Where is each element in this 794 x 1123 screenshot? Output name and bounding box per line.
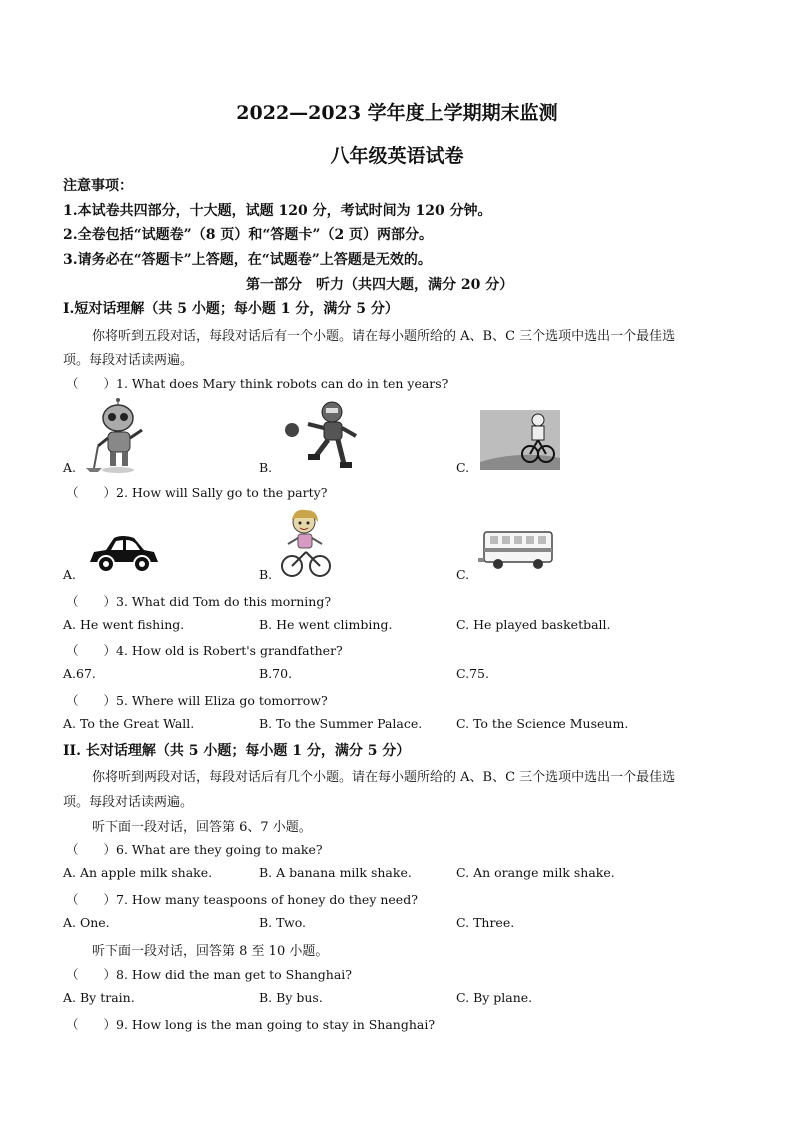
option-c: C. He played basketball. xyxy=(456,617,611,632)
option-c: C. An orange milk shake. xyxy=(456,865,615,880)
option-a-label: A. xyxy=(63,567,77,582)
question-8: （ ）8. How did the man get to Shanghai? xyxy=(66,967,352,982)
note-item: 1.本试卷共四部分，十大题，试题 120 分，考试时间为 120 分钟。 xyxy=(63,203,492,219)
notes-heading: 注意事项： xyxy=(63,178,133,194)
option-a: A. To the Great Wall. xyxy=(63,716,195,731)
question-3: （ ）3. What did Tom do this morning? xyxy=(66,594,332,609)
section2-instructions: 项。每段对话读两遍。 xyxy=(63,795,194,810)
option-a: A. One. xyxy=(63,915,110,930)
note-item: 2.全卷包括“试题卷”（8 页）和“答题卡”（2 页）两部分。 xyxy=(63,227,434,243)
question-5: （ ）5. Where will Eliza go tomorrow? xyxy=(66,693,328,708)
option-c-label: C. xyxy=(456,460,470,475)
option-a: A.67. xyxy=(63,666,96,681)
car-image xyxy=(86,530,160,576)
robot-riding-bike-image xyxy=(480,410,560,470)
question-1: （ ）1. What does Mary think robots can do in ten years? xyxy=(66,376,449,391)
section1-instructions: 项。每段对话读两遍。 xyxy=(63,353,194,368)
option-c: C.75. xyxy=(456,666,489,681)
section2-instructions: 你将听到两段对话，每段对话后有几个小题。请在每小题所给的 A、B、C 三个选项中选出一个最佳选 xyxy=(92,770,676,785)
option-b: B. He went climbing. xyxy=(259,617,393,632)
robot-playing-ball-image xyxy=(282,398,368,472)
bus-image xyxy=(478,528,554,572)
page-subtitle: 八年级英语试卷 xyxy=(330,145,464,167)
question-4: （ ）4. How old is Robert's grandfather? xyxy=(66,643,343,658)
option-a: A. An apple milk shake. xyxy=(63,865,213,880)
option-a: A. He went fishing. xyxy=(63,617,185,632)
robot-sweeping-image xyxy=(80,398,160,474)
note-item: 3.请务必在“答题卡”上答题，在“试题卷”上答题是无效的。 xyxy=(63,252,432,268)
option-a-label: A. xyxy=(63,460,77,475)
option-b: B. Two. xyxy=(259,915,307,930)
question-2: （ ）2. How will Sally go to the party? xyxy=(66,485,328,500)
dialog-1-intro: 听下面一段对话，回答第 6、7 小题。 xyxy=(92,820,312,835)
section1-instructions: 你将听到五段对话，每段对话后有一个小题。请在每小题所给的 A、B、C 三个选项中选出一个最佳选 xyxy=(92,329,676,344)
girl-riding-bike-image xyxy=(280,508,332,578)
option-c: C. By plane. xyxy=(456,990,533,1005)
option-c: C. Three. xyxy=(456,915,515,930)
option-b: B. By bus. xyxy=(259,990,323,1005)
section2-heading: II. 长对话理解（共 5 小题；每小题 1 分，满分 5 分） xyxy=(63,743,411,759)
question-9: （ ）9. How long is the man going to stay in Shanghai? xyxy=(66,1017,436,1032)
option-b-label: B. xyxy=(259,567,273,582)
option-c-label: C. xyxy=(456,567,470,582)
dialog-2-intro: 听下面一段对话，回答第 8 至 10 小题。 xyxy=(92,944,329,959)
option-b: B. A banana milk shake. xyxy=(259,865,412,880)
option-b: B. To the Summer Palace. xyxy=(259,716,423,731)
part1-heading: 第一部分 听力（共四大题，满分 20 分） xyxy=(246,277,514,293)
section1-heading: I.短对话理解（共 5 小题；每小题 1 分，满分 5 分） xyxy=(63,301,399,317)
option-b: B.70. xyxy=(259,666,293,681)
option-a: A. By train. xyxy=(63,990,135,1005)
question-7: （ ）7. How many teaspoons of honey do they need? xyxy=(66,892,418,907)
question-6: （ ）6. What are they going to make? xyxy=(66,842,323,857)
page-title: 2022—2023 学年度上学期期末监测 xyxy=(236,102,558,124)
option-c: C. To the Science Museum. xyxy=(456,716,629,731)
option-b-label: B. xyxy=(259,460,273,475)
